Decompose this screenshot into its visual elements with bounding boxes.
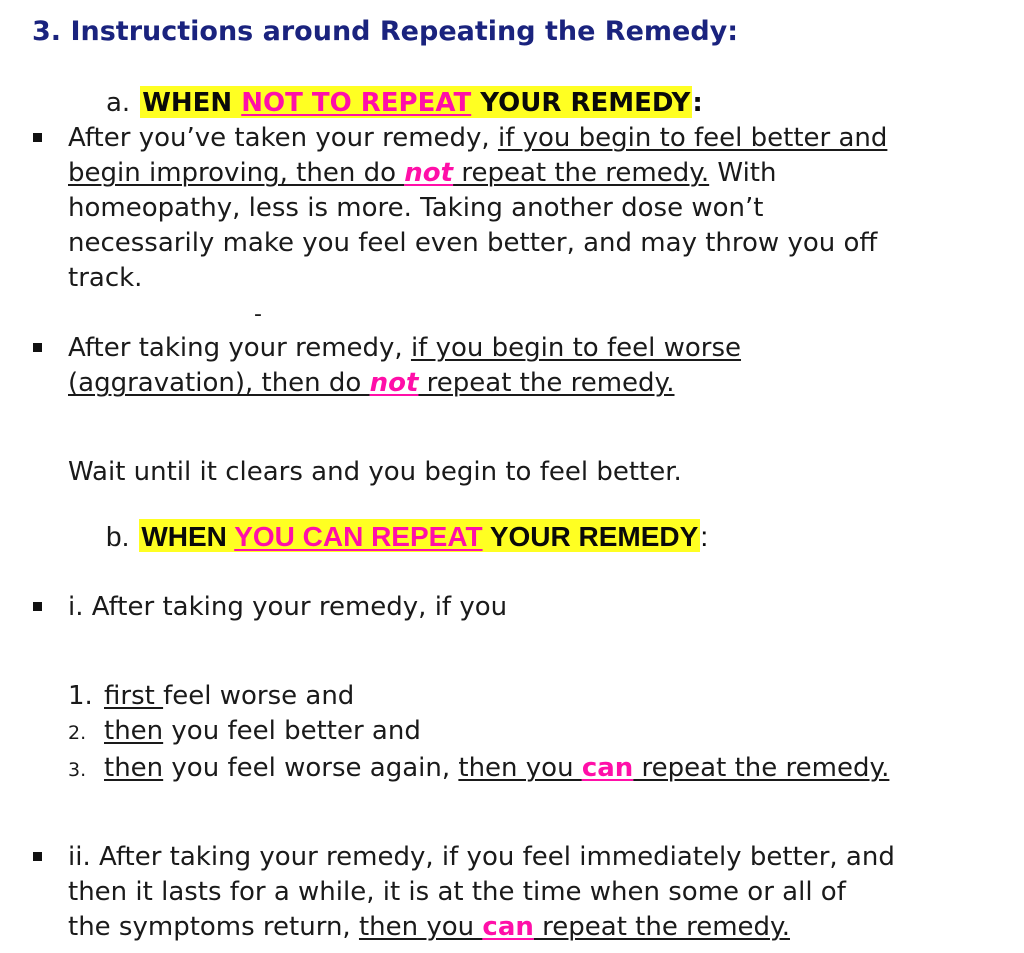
list-item: 2. then you feel better and bbox=[68, 716, 421, 746]
subheading-letter: b. bbox=[106, 521, 130, 552]
list-item: 1. first feel worse and bbox=[68, 681, 355, 711]
bullet-paragraph-3: i. After taking your remedy, if you bbox=[68, 592, 508, 622]
subheading-highlight: WHEN YOU CAN REPEAT YOUR REMEDY bbox=[141, 521, 699, 552]
subheading-letter: a. bbox=[106, 88, 131, 118]
subheading-highlight: WHEN NOT TO REPEAT YOUR REMEDY bbox=[142, 88, 691, 118]
list-item: 3. then you feel worse again, then you can repeat the remedy. bbox=[68, 753, 890, 783]
wait-text: Wait until it clears and you begin to feel better. bbox=[68, 457, 682, 487]
subheading-b: b. WHEN YOU CAN REPEAT YOUR REMEDY: bbox=[106, 521, 709, 552]
section-heading: 3. Instructions around Repeating the Remedy: bbox=[32, 16, 739, 47]
bullet-paragraph-1: After you’ve taken your remedy, if you begin to feel better and begin improving, then do not repeat the remedy. With homeopathy, less is more. Taking another dose won’t necessarily make you feel even better, and may throw you off track. bbox=[68, 123, 888, 293]
bullet-paragraph-4: ii. After taking your remedy, if you feel immediately better, and then it lasts for a while, it is at the time when some or all of the symptoms return, then you can repeat the remedy. bbox=[68, 842, 895, 942]
bullet-marker bbox=[33, 343, 42, 352]
bullet-marker bbox=[33, 852, 42, 861]
bullet-paragraph-2: After taking your remedy, if you begin to feel worse (aggravation), then do not repeat the remedy. bbox=[68, 333, 742, 398]
subheading-a: a. WHEN NOT TO REPEAT YOUR REMEDY: bbox=[106, 88, 703, 118]
numbered-list bbox=[68, 679, 889, 788]
bullet-marker bbox=[33, 602, 42, 611]
dash-mark: - bbox=[254, 302, 262, 327]
bullet-marker bbox=[33, 133, 42, 142]
